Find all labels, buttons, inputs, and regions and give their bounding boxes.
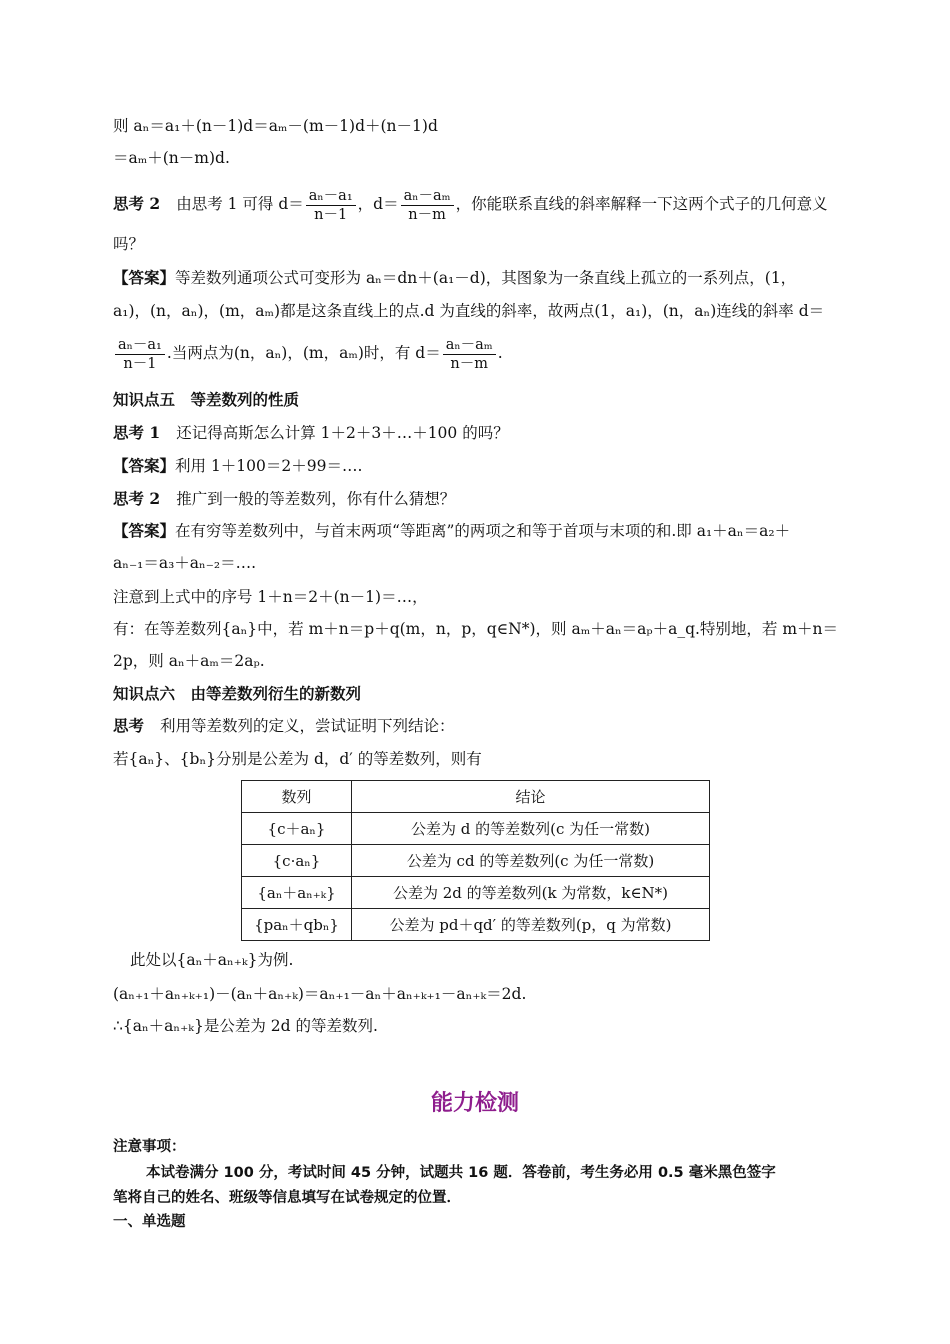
s5-answer-2-cont: aₙ₋₁＝a₃＋aₙ₋₂＝…. (113, 554, 257, 572)
s5-property: 有：在等差数列{aₙ}中，若 m＋n＝p＋q(m，n，p，q∈N*)，则 aₘ＋aₙ＝aₚ＋a_q.特别地，若 m＋n＝ (113, 620, 839, 638)
text: 由思考 1 可得 d＝ (176, 195, 304, 213)
table-cell: {c＋aₙ} (242, 813, 352, 845)
answer-label: 【答案】 (113, 456, 176, 475)
fraction-numerator: aₙ－aₘ (401, 187, 454, 206)
think-label: 思考 1 (113, 423, 161, 442)
fraction-numerator: aₙ－a₁ (115, 336, 165, 355)
answer-1-line-2: a₁)，(n，aₙ)，(m，aₘ)都是这条直线上的点.d 为直线的斜率，故两点(1，a₁)，(n，aₙ)连线的斜率 d＝ (113, 302, 825, 320)
think-2-cont: 吗？ (113, 235, 145, 253)
fraction (401, 187, 454, 224)
fraction-denominator: n－1 (314, 206, 348, 223)
table-cell: 公差为 cd 的等差数列(c 为任一常数) (352, 845, 710, 877)
s5-think-1 (113, 423, 509, 443)
section-heading-6: 知识点六 由等差数列衍生的新数列 (113, 684, 362, 703)
s5-answer-1 (113, 456, 362, 476)
fraction (306, 187, 356, 224)
table-cell: 公差为 pd＋qd′ 的等差数列(p，q 为常数) (352, 909, 710, 941)
table-header-row (242, 781, 710, 813)
text: ，d＝ (357, 195, 399, 213)
think-2-question (113, 184, 828, 224)
table-row (242, 845, 710, 877)
table-cell: 公差为 d 的等差数列(c 为任一常数) (352, 813, 710, 845)
fraction-numerator: aₙ－aₘ (443, 336, 496, 355)
text: 还记得高斯怎么计算 1＋2＋3＋…＋100 的吗？ (176, 424, 509, 442)
s5-think-2 (113, 489, 455, 509)
fraction (115, 336, 165, 373)
table-cell: {c·aₙ} (242, 845, 352, 877)
section-title: 能力检测 (430, 1091, 519, 1116)
formula-line-2: ＝aₘ＋(n－m)d. (113, 149, 230, 167)
s5-answer-2 (113, 521, 790, 541)
proof-line-1: (aₙ₊₁＋aₙ₊ₖ₊₁)－(aₙ＋aₙ₊ₖ)＝aₙ₊₁－aₙ＋aₙ₊ₖ₊₁－aₙ₊ₖ＝2d. (113, 985, 527, 1003)
answer-label: 【答案】 (113, 268, 176, 287)
text: ，你能联系直线的斜率解释一下这两个式子的几何意义 (455, 195, 828, 213)
formula-line-1: 则 aₙ＝a₁＋(n－1)d＝aₘ－(m－1)d＋(n－1)d (113, 117, 438, 135)
fraction-denominator: n－m (450, 355, 489, 372)
text: . (497, 344, 503, 362)
table-cell: {paₙ＋qbₙ} (242, 909, 352, 941)
notice-label: 注意事项： (113, 1139, 186, 1155)
answer-label: 【答案】 (113, 521, 176, 540)
answer-1-line-1 (113, 268, 796, 288)
example-line: 此处以{aₙ＋aₙ₊ₖ}为例. (130, 951, 294, 969)
table-row (242, 909, 710, 941)
think-label: 思考 (113, 716, 145, 735)
text: 利用等差数列的定义，尝试证明下列结论： (160, 717, 455, 735)
fraction-denominator: n－m (408, 206, 446, 223)
section-heading-5: 知识点五 等差数列的性质 (113, 390, 300, 409)
think-label: 思考 2 (113, 194, 161, 213)
s6-think (113, 716, 455, 736)
table-row (242, 877, 710, 909)
think-label: 思考 2 (113, 489, 161, 508)
table-cell: {aₙ＋aₙ₊ₖ} (242, 877, 352, 909)
text: 在有穷等差数列中，与首末两项“等距离”的两项之和等于首项与末项的和.即 a₁＋aₙ＝a₂＋ (175, 522, 791, 540)
text: 利用 1＋100＝2＋99＝…. (175, 457, 363, 475)
s5-note: 注意到上式中的序号 1＋n＝2＋(n－1)＝…， (113, 588, 428, 606)
s5-property-cont: 2p，则 aₙ＋aₘ＝2aₚ. (113, 652, 265, 670)
table-row (242, 813, 710, 845)
answer-1-line-3 (113, 333, 503, 373)
fraction (443, 336, 496, 373)
text: .当两点为(n，aₙ)，(m，aₘ)时，有 d＝ (166, 344, 441, 362)
fraction-numerator: aₙ－a₁ (306, 187, 356, 206)
proof-line-2: ∴{aₙ＋aₙ₊ₖ}是公差为 2d 的等差数列. (113, 1017, 378, 1035)
notice-text-1: 本试卷满分 100 分，考试时间 45 分钟，试题共 16 题．答卷前，考生务必用 0.5 毫米黑色签字 (146, 1165, 776, 1181)
section-single-choice: 一、单选题 (113, 1214, 186, 1230)
notice-text-2: 笔将自己的姓名、班级等信息填写在试卷规定的位置． (113, 1190, 461, 1206)
text: 等差数列通项公式可变形为 aₙ＝dn＋(a₁－d)，其图象为一条直线上孤立的一系列点，(1， (175, 269, 797, 287)
fraction-denominator: n－1 (123, 355, 157, 372)
properties-table (241, 780, 710, 941)
table-cell: 公差为 2d 的等差数列(k 为常数，k∈N*) (352, 877, 710, 909)
s6-if: 若{aₙ}、{bₙ}分别是公差为 d，d′ 的等差数列，则有 (113, 750, 482, 768)
text: 推广到一般的等差数列，你有什么猜想？ (176, 490, 456, 508)
table-header-cell: 数列 (242, 781, 352, 813)
table-header-cell: 结论 (352, 781, 710, 813)
